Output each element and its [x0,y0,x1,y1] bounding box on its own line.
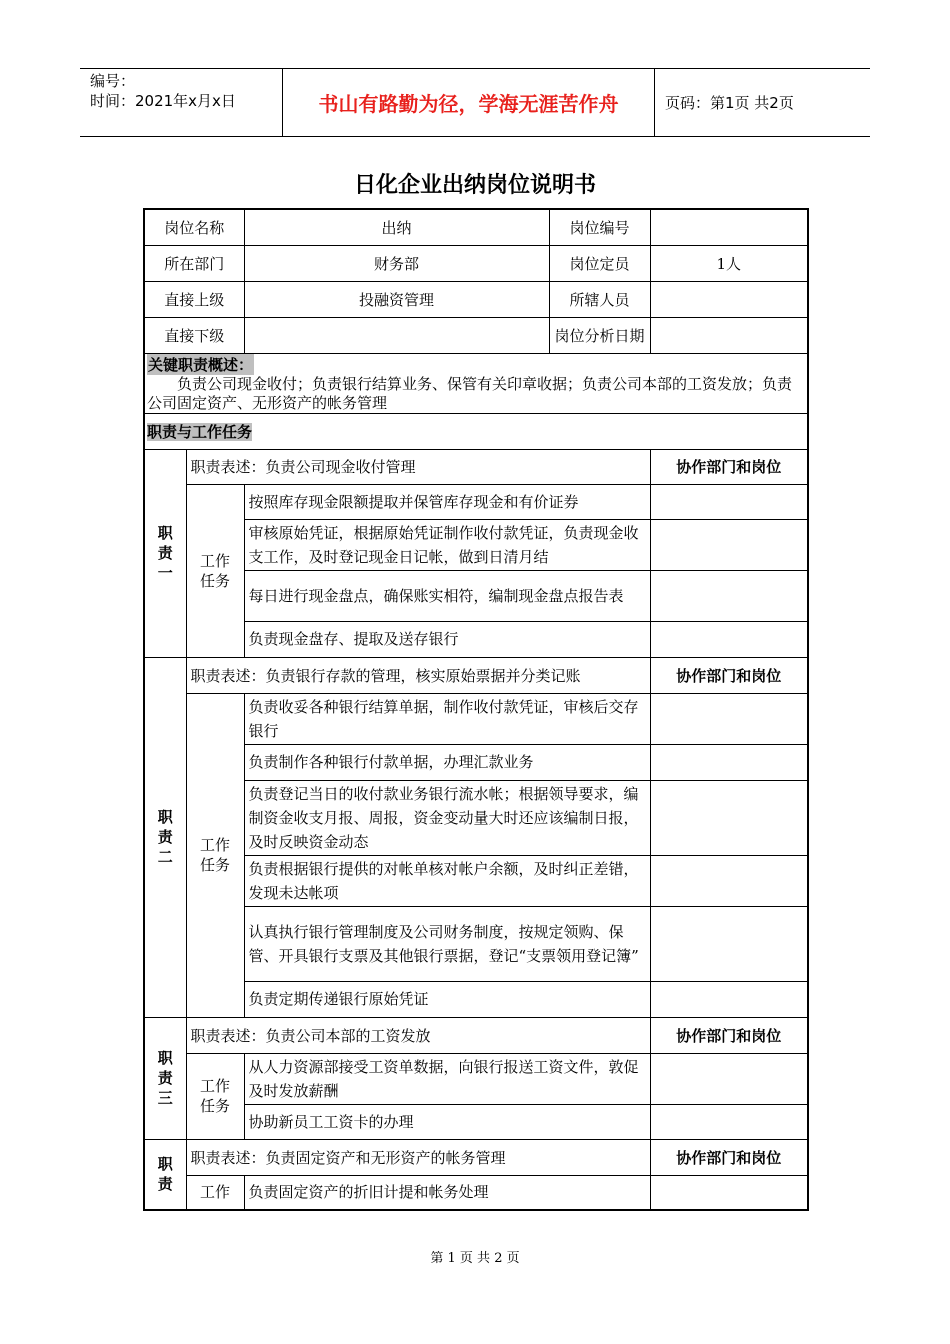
task-text: 负责制作各种银行付款单据，办理汇款业务 [244,744,650,780]
duty-statement: 职责表述：负责公司本部的工资发放 [186,1017,650,1053]
task-text: 协助新员工工资卡的办理 [244,1104,650,1139]
summary-heading: 关键职责概述： [148,355,254,374]
collab-header: 协作部门和岗位 [650,657,808,693]
task-row [144,519,808,570]
duties-heading-row [144,413,808,449]
collab-cell [650,1104,808,1139]
duty-statement: 职责表述：负责固定资产和无形资产的帐务管理 [186,1139,650,1175]
work-tasks-label: 工作 任务 [186,484,244,657]
header-page-info: 页码：第1页 共2页 [665,94,794,112]
work-tasks-label: 工作 任务 [186,693,244,1017]
collab-cell [650,744,808,780]
task-text: 负责根据银行提供的对帐单核对帐户余额，及时纠正差错，发现未达帐项 [244,855,650,906]
duty-statement-row [144,1017,808,1053]
collab-cell [650,855,808,906]
basic-value [650,281,808,317]
work-tasks-label: 工作 任务 [186,1053,244,1139]
collab-cell [650,621,808,657]
collab-cell [650,1175,808,1210]
task-text: 认真执行银行管理制度及公司财务制度，按规定领购、保管、开具银行支票及其他银行票据，登记“支票领用登记簿” [244,906,650,981]
collab-header: 协作部门和岗位 [650,1139,808,1175]
duty-statement-row [144,449,808,484]
task-row [144,855,808,906]
document-date-label: 时间：2021年x月x日 [90,92,236,110]
task-text: 从人力资源部接受工资单数据，向银行报送工资文件，敦促及时发放薪酬 [244,1053,650,1104]
header-slogan: 书山有路勤为径，学海无涯苦作舟 [283,69,655,136]
duty-label: 职 责 二 [144,657,186,1017]
document-title: 日化企业出纳岗位说明书 [353,173,596,198]
basic-key: 岗位名称 [144,209,244,245]
summary-text: 负责公司现金收付；负责银行结算业务、保管有关印章收据；负责公司本部的工资发放；负责公司固定资产、无形资产的帐务管理 [147,374,793,412]
collab-cell [650,570,808,621]
task-row [144,1175,808,1210]
duties-heading: 职责与工作任务 [147,422,253,441]
work-tasks-label: 工作 [186,1175,244,1210]
collab-cell [650,693,808,744]
collab-cell [650,780,808,855]
basic-key: 直接上级 [144,281,244,317]
duty-label: 职 责 一 [144,449,186,657]
task-row [144,693,808,744]
duty-label: 职 责 三 [144,1017,186,1139]
task-text: 负责现金盘存、提取及送存银行 [244,621,650,657]
collab-header: 协作部门和岗位 [650,449,808,484]
duty-statement-row [144,657,808,693]
basic-row [144,245,808,281]
basic-value [650,317,808,353]
task-text: 审核原始凭证，根据原始凭证制作收付款凭证，负责现金收支工作，及时登记现金日记帐，做到日清月结 [244,519,650,570]
basic-value: 1人 [650,245,808,281]
basic-value [650,209,808,245]
task-text: 每日进行现金盘点，确保账实相符，编制现金盘点报告表 [244,570,650,621]
duty-label: 职 责 [144,1139,186,1210]
header-meta [80,69,283,136]
basic-row [144,317,808,353]
collab-cell [650,484,808,519]
basic-key: 所辖人员 [549,281,650,317]
task-text: 负责定期传递银行原始凭证 [244,981,650,1017]
task-text: 负责收妥各种银行结算单据，制作收付款凭证，审核后交存银行 [244,693,650,744]
task-row [144,780,808,855]
collab-cell [650,519,808,570]
duty-statement: 职责表述：负责公司现金收付管理 [186,449,650,484]
job-description-table [143,208,809,1211]
basic-key: 岗位定员 [549,245,650,281]
page-header [80,68,870,137]
basic-row [144,209,808,245]
task-text: 负责登记当日的收付款业务银行流水帐；根据领导要求，编制资金收支月报、周报，资金变动量大时还应该编制日报，及时反映资金动态 [244,780,650,855]
duty-statement-row [144,1139,808,1175]
collab-header: 协作部门和岗位 [650,1017,808,1053]
task-row [144,484,808,519]
page-footer: 第 1 页 共 2 页 [430,1251,520,1266]
basic-key: 岗位编号 [549,209,650,245]
task-row [144,1104,808,1139]
summary-row [144,353,808,413]
task-row [144,570,808,621]
task-text: 按照库存现金限额提取并保管库存现金和有价证券 [244,484,650,519]
basic-value [244,317,549,353]
task-row [144,906,808,981]
task-text: 负责固定资产的折旧计提和帐务处理 [244,1175,650,1210]
basic-value: 出纳 [244,209,549,245]
basic-value: 财务部 [244,245,549,281]
basic-value: 投融资管理 [244,281,549,317]
document-number-label: 编号： [90,72,136,90]
task-row [144,1053,808,1104]
task-row [144,621,808,657]
basic-row [144,281,808,317]
collab-cell [650,1053,808,1104]
task-row [144,744,808,780]
basic-key: 岗位分析日期 [549,317,650,353]
basic-key: 所在部门 [144,245,244,281]
basic-key: 直接下级 [144,317,244,353]
collab-cell [650,906,808,981]
task-row [144,981,808,1017]
collab-cell [650,981,808,1017]
duty-statement: 职责表述：负责银行存款的管理，核实原始票据并分类记账 [186,657,650,693]
